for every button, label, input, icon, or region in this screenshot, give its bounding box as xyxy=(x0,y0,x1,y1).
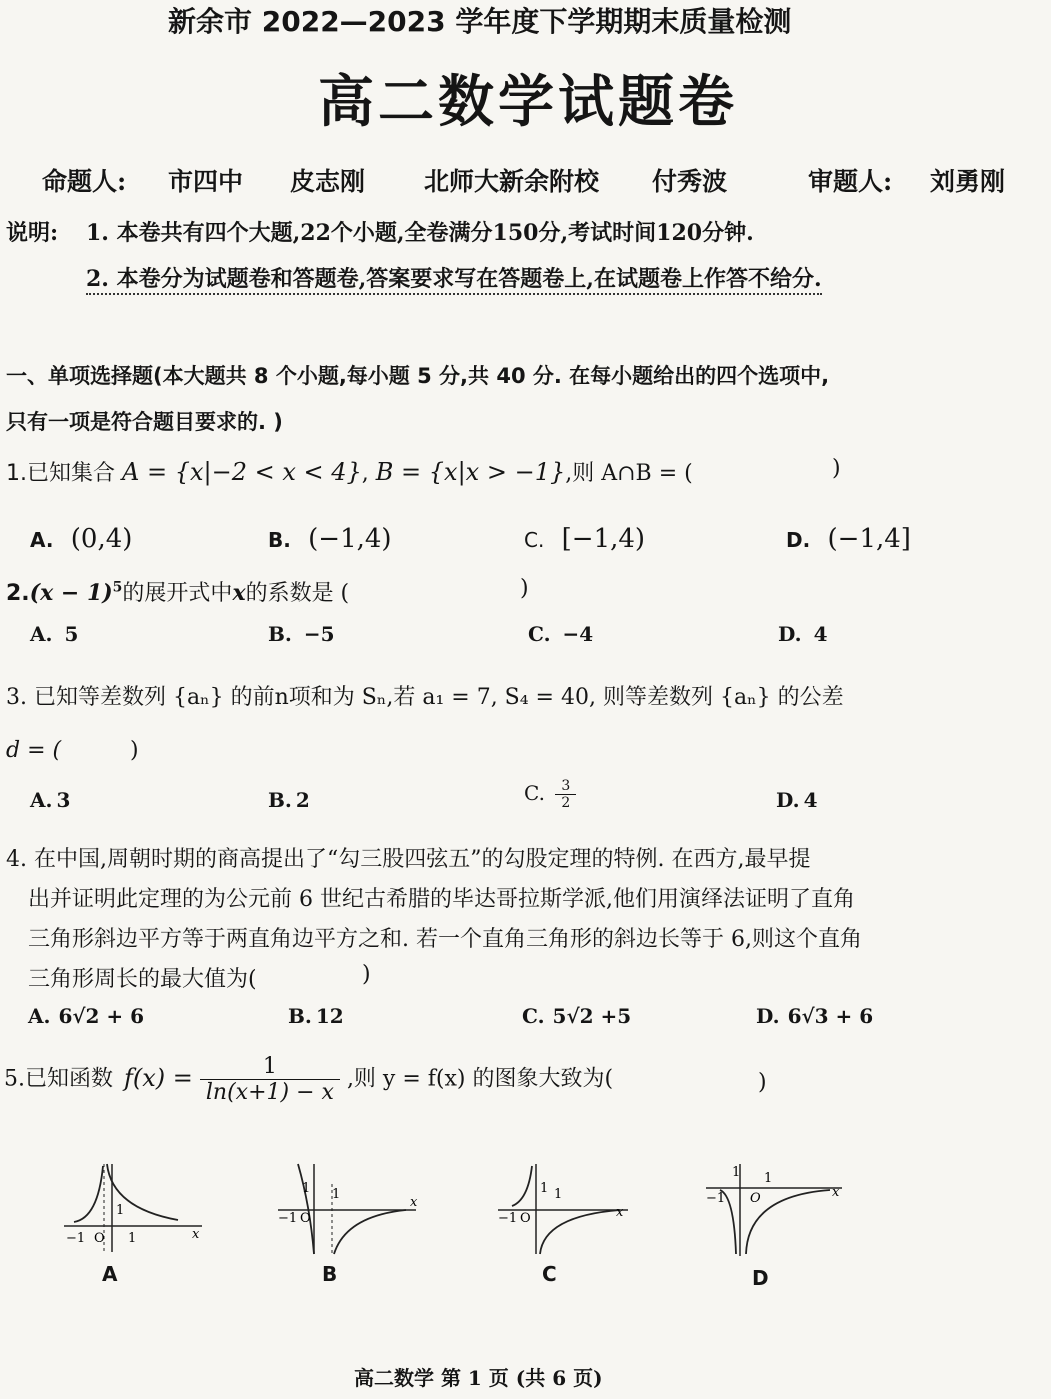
q2-binomial: (x − 1) xyxy=(29,580,113,606)
question-3-line2: d = ( xyxy=(6,738,62,763)
authors-prefix: 命题人: xyxy=(42,167,127,196)
svg-text:x: x xyxy=(616,1205,624,1220)
q1-option-b: B. (−1,4) xyxy=(268,524,392,554)
graph-d xyxy=(702,1160,852,1260)
svg-text:−1: −1 xyxy=(498,1211,518,1226)
notes-item-2: 2. 本卷分为试题卷和答题卷,答案要求写在答题卷上,在试题卷上作答不给分. xyxy=(86,262,822,295)
graph-b-label: B xyxy=(322,1262,338,1286)
reviewer-prefix: 审题人: xyxy=(808,167,893,196)
svg-text:1: 1 xyxy=(116,1203,125,1218)
svg-text:1: 1 xyxy=(732,1165,741,1180)
svg-text:1: 1 xyxy=(540,1181,549,1196)
svg-text:O: O xyxy=(520,1211,531,1226)
q2-close-paren: ) xyxy=(520,576,529,601)
graph-c xyxy=(494,1160,634,1260)
q4-option-d: D. 6√3 + 6 xyxy=(756,1004,874,1028)
author1-name: 皮志刚 xyxy=(290,167,366,196)
page-footer: 高二数学 第 1 页 (共 6 页) xyxy=(354,1366,603,1390)
author2-name: 付秀波 xyxy=(652,167,728,196)
q3-close-paren: ) xyxy=(130,738,139,763)
svg-text:x: x xyxy=(192,1227,200,1242)
q3-option-a: A. 3 xyxy=(30,788,71,812)
svg-text:O: O xyxy=(94,1231,105,1246)
svg-text:x: x xyxy=(832,1185,840,1200)
svg-text:1: 1 xyxy=(764,1171,773,1186)
q2-option-d: D. 4 xyxy=(778,622,828,646)
q4-option-b: B. 12 xyxy=(288,1004,344,1028)
q3-option-c: C. $\frac{3}{2}$ xyxy=(524,778,576,811)
q5-function: f(x) = xyxy=(124,1063,193,1092)
q1-set-a: A = {x|−2 < x < 4} xyxy=(122,458,362,486)
svg-text:O: O xyxy=(300,1211,311,1226)
svg-text:1: 1 xyxy=(332,1187,341,1202)
q4-close-paren: ) xyxy=(362,962,371,987)
graph-d-label: D xyxy=(752,1266,769,1290)
question-5: 5.已知函数 f(x) = $\frac{1}{\ln(x+1) - x}$ ,则 y = f(x) 的图象大致为( xyxy=(4,1054,614,1105)
q3-option-d: D. 4 xyxy=(776,788,818,812)
q1-option-c: C. [−1,4) xyxy=(524,524,646,554)
section-heading-line2: 只有一项是符合题目要求的. ) xyxy=(6,410,283,434)
question-4-line2: 出并证明此定理的为公元前 6 世纪古希腊的毕达哥拉斯学派,他们用演绎法证明了直角 xyxy=(28,887,855,912)
q5-fraction: $\frac{1}{\ln(x+1) - x}$ xyxy=(200,1054,340,1105)
svg-text:−1: −1 xyxy=(706,1191,726,1206)
q1-prefix: 1.已知集合 xyxy=(6,461,115,486)
author1-school: 市四中 xyxy=(168,167,244,196)
q5-close-paren: ) xyxy=(758,1070,767,1095)
page-title: 高二数学试题卷 xyxy=(318,69,738,135)
graph-a xyxy=(60,1160,210,1260)
q1-option-a: A. (0,4) xyxy=(30,524,133,554)
svg-text:1: 1 xyxy=(302,1181,311,1196)
notes-label: 说明: xyxy=(6,220,59,246)
question-4-line1: 4. 在中国,周朝时期的商高提出了“勾三股四弦五”的勾股定理的特例. 在西方,最早提 xyxy=(6,847,811,872)
q1-set-b: B = {x|x > −1} xyxy=(375,458,566,486)
q2-option-c: C. −4 xyxy=(528,622,594,646)
notes-item-1: 1. 本卷共有四个大题,22个小题,全卷满分150分,考试时间120分钟. xyxy=(86,220,754,246)
q3-option-c-fraction: $\frac{3}{2}$ xyxy=(555,778,576,811)
q1-sep: , xyxy=(361,461,369,486)
q3-option-b: B. 2 xyxy=(268,788,310,812)
graph-c-label: C xyxy=(542,1262,557,1286)
svg-text:x: x xyxy=(410,1195,418,1210)
graph-b xyxy=(272,1160,422,1260)
question-2: $2.(x - 1)^5$的展开式中x的系数是 ( xyxy=(6,579,350,606)
q1-option-d: D. (−1,4] xyxy=(786,524,911,554)
exam-header: 新余市 2022—2023 学年度下学期期末质量检测 xyxy=(168,5,792,38)
q4-option-c: C. 5√2 +5 xyxy=(522,1004,632,1028)
svg-text:1: 1 xyxy=(128,1231,137,1246)
q4-option-a: A. 6√2 + 6 xyxy=(28,1004,145,1028)
question-4-line4: 三角形周长的最大值为( xyxy=(28,967,257,992)
q1-ask: ,则 A∩B = ( xyxy=(565,461,693,486)
question-1 xyxy=(6,456,693,487)
svg-text:O: O xyxy=(750,1191,761,1206)
section-heading-line1: 一、单项选择题(本大题共 8 个小题,每小题 5 分,共 40 分. 在每小题给出的四个选项中, xyxy=(6,364,830,388)
author2-school: 北师大新余附校 xyxy=(424,167,600,196)
question-3-line1: 3. 已知等差数列 {aₙ} 的前n项和为 Sₙ,若 a₁ = 7, S₄ = 40, 则等差数列 {aₙ} 的公差 xyxy=(6,685,844,710)
q2-option-a: A. 5 xyxy=(30,622,79,646)
q1-close-paren: ) xyxy=(832,456,841,481)
reviewer-name: 刘勇刚 xyxy=(930,167,1006,196)
svg-text:1: 1 xyxy=(554,1187,563,1202)
svg-text:−1: −1 xyxy=(66,1231,86,1246)
question-4-line3: 三角形斜边平方等于两直角边平方之和. 若一个直角三角形的斜边长等于 6,则这个直角 xyxy=(28,927,862,952)
svg-text:−1: −1 xyxy=(278,1211,298,1226)
q2-option-b: B. −5 xyxy=(268,622,335,646)
graph-a-label: A xyxy=(102,1262,118,1286)
